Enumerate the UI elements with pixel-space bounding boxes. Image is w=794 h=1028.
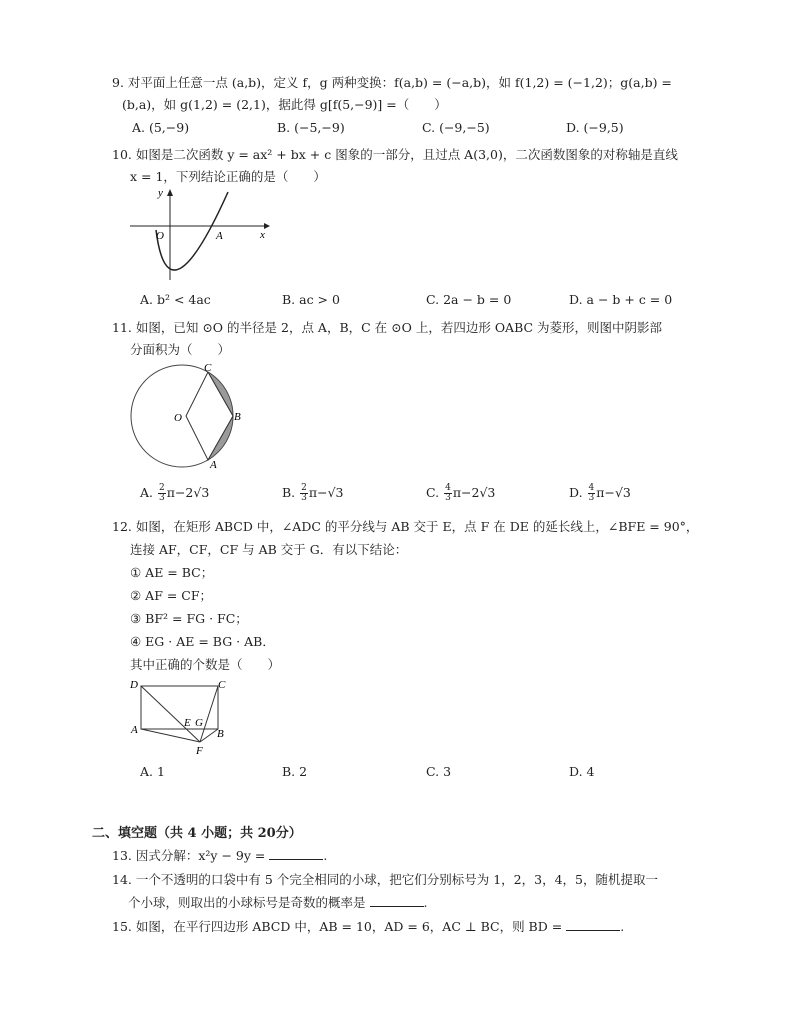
q9-option-c: C. (−9,−5) — [422, 120, 490, 135]
q15-end: . — [620, 919, 625, 934]
q11-option-d — [569, 484, 631, 503]
q9-line2: (b,a)，如 g(1,2) = (2,1)，据此得 g[f(5,−9)] =（ ） — [122, 97, 447, 112]
segment-af — [141, 729, 200, 742]
q15 — [112, 918, 624, 935]
denominator: 3 — [588, 493, 595, 503]
q9-option-b: B. (−5,−9) — [277, 120, 345, 135]
circle-rhombus-figure — [130, 360, 250, 474]
point-o-label: O — [174, 412, 182, 424]
point-c-label: C — [218, 679, 226, 691]
fraction — [158, 484, 166, 503]
q12-option-d: D. 4 — [569, 764, 595, 779]
q13-answer-blank[interactable] — [269, 847, 323, 860]
q12-conclusion-1: ① AE = BC； — [130, 565, 214, 580]
q13-text: 13. 因式分解：x²y − 9y = — [112, 848, 266, 863]
rectangle-figure — [128, 676, 236, 760]
q10-option-d: D. a − b + c = 0 — [569, 292, 673, 307]
numerator: 4 — [445, 483, 451, 493]
q13 — [112, 847, 327, 864]
point-a-label: A — [131, 724, 138, 736]
q9-option-a: A. (5,−9) — [132, 120, 190, 135]
q12-line1: 12. 如图，在矩形 ABCD 中，∠ADC 的平分线与 AB 交于 E，点 F 在 DE 的延长线上，∠BFE = 90°， — [112, 519, 699, 534]
q11-option-a — [140, 484, 209, 503]
q12-option-c: C. 3 — [426, 764, 452, 779]
numerator: 2 — [159, 483, 165, 493]
segment-df — [141, 686, 200, 742]
point-f-label: F — [196, 745, 203, 757]
option-rest: π−2√3 — [452, 485, 496, 500]
option-letter: C. — [426, 485, 440, 500]
q14-line2: 个小球，则取出的小球标号是奇数的概率是 — [128, 895, 366, 910]
q11-option-b — [282, 484, 344, 503]
option-letter: A. — [140, 485, 154, 500]
denominator: 3 — [445, 493, 451, 503]
q10-line2: x = 1，下列结论正确的是（ ） — [130, 169, 326, 184]
numerator: 4 — [588, 483, 595, 493]
q12-option-a: A. 1 — [140, 764, 165, 779]
q14-end: . — [423, 895, 428, 910]
q12-line2: 连接 AF，CF，CF 与 AB 交于 G．有以下结论： — [130, 542, 408, 557]
fraction — [444, 484, 452, 503]
point-b-label: B — [217, 728, 224, 740]
segment-cf — [200, 686, 218, 742]
y-axis-arrow — [167, 189, 173, 196]
point-a-label: A — [216, 230, 223, 242]
q12-option-b: B. 2 — [282, 764, 308, 779]
option-rest: π−2√3 — [166, 485, 210, 500]
q10-option-b: B. ac > 0 — [282, 292, 340, 307]
q12-ask: 其中正确的个数是（ ） — [130, 657, 281, 672]
option-rest: π−√3 — [596, 485, 631, 500]
fraction — [588, 484, 596, 503]
q9-option-d: D. (−9,5) — [566, 120, 624, 135]
origin-label: O — [156, 230, 164, 242]
point-e-label: E — [184, 717, 191, 729]
option-letter: D. — [569, 485, 583, 500]
point-c-label: C — [204, 362, 212, 374]
option-letter: B. — [282, 485, 296, 500]
segment-bf — [200, 729, 218, 742]
point-b-label: B — [234, 411, 241, 423]
rhombus-oabc — [186, 372, 233, 460]
q11-line2: 分面积为（ ） — [130, 342, 231, 357]
denominator: 3 — [159, 493, 165, 503]
q9-line1: 9. 对平面上任意一点 (a,b)，定义 f，g 两种变换：f(a,b) = (−a,b)，如 f(1,2) = (−1,2)；g(a,b) = — [112, 75, 672, 90]
q11-option-c — [426, 484, 495, 503]
q14-line2-wrap — [128, 894, 427, 911]
q14-answer-blank[interactable] — [370, 894, 424, 907]
point-a-label: A — [210, 459, 217, 471]
q14-line1: 14. 一个不透明的口袋中有 5 个完全相同的小球，把它们分别标号为 1，2，3，4，5，随机提取一 — [112, 872, 658, 887]
x-label: x — [260, 229, 265, 241]
q10-line1: 10. 如图是二次函数 y = ax² + bx + c 图象的一部分，且过点 A(3,0)，二次函数图象的对称轴是直线 — [112, 147, 678, 162]
parabola-graph — [126, 186, 276, 284]
point-g-label: G — [195, 717, 203, 729]
q10-option-c: C. 2a − b = 0 — [426, 292, 512, 307]
numerator: 2 — [301, 483, 307, 493]
section-2-title: 二、填空题（共 4 小题；共 20分） — [92, 826, 302, 841]
q12-conclusion-3: ③ BF² = FG · FC； — [130, 611, 248, 626]
point-d-label: D — [130, 679, 138, 691]
q12-conclusion-2: ② AF = CF； — [130, 588, 213, 603]
q13-end: . — [323, 848, 328, 863]
q12-conclusion-4: ④ EG · AE = BG · AB． — [130, 634, 275, 649]
fraction — [300, 484, 308, 503]
option-rest: π−√3 — [308, 485, 344, 500]
q15-text: 15. 如图，在平行四边形 ABCD 中，AB = 10，AD = 6，AC ⊥ BC，则 BD = — [112, 919, 563, 934]
q15-answer-blank[interactable] — [566, 918, 620, 931]
q10-option-a: A. b² < 4ac — [140, 292, 211, 307]
denominator: 3 — [301, 493, 307, 503]
x-axis-arrow — [264, 223, 270, 229]
q11-line1: 11. 如图，已知 ⊙O 的半径是 2，点 A，B，C 在 ⊙O 上，若四边形 OABC 为菱形，则图中阴影部 — [112, 320, 663, 335]
y-label: y — [158, 187, 163, 199]
